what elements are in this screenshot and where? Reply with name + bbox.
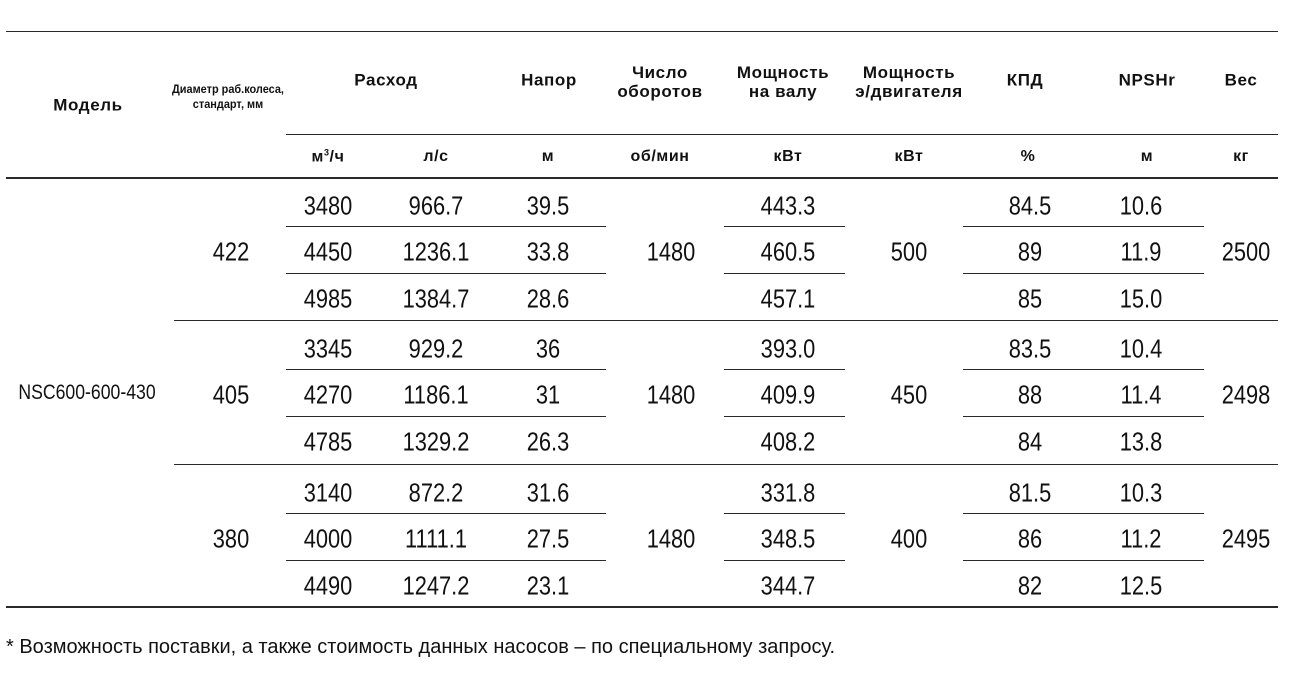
cell-ls: 1186.1	[403, 379, 469, 410]
cell-m3h: 3480	[303, 190, 353, 221]
cell-eff: 84.5	[1008, 190, 1052, 221]
unit-flow-ls: л/с	[423, 148, 449, 165]
cell-head: 23.1	[526, 570, 570, 601]
cell-m3h: 4000	[303, 523, 353, 554]
header-speed-line2: оборотов	[617, 82, 703, 101]
table-top-rule	[6, 31, 1278, 32]
header-diameter	[172, 83, 284, 113]
row-divider	[724, 226, 845, 227]
cell-ls: 966.7	[408, 190, 464, 221]
group-divider	[174, 464, 1278, 465]
cell-npshr: 11.4	[1120, 379, 1162, 410]
unit-efficiency: %	[1020, 148, 1036, 165]
cell-npshr: 10.6	[1119, 190, 1163, 221]
unit-npshr: м	[1140, 148, 1154, 165]
row-divider	[963, 513, 1204, 514]
row-divider	[724, 369, 845, 370]
cell-npshr: 12.5	[1119, 570, 1163, 601]
header-motor-power	[855, 63, 962, 101]
header-motor-line2: э/двигателя	[855, 82, 963, 101]
header-speed-line1: Число	[632, 63, 688, 82]
header-flow: Расход	[354, 70, 418, 90]
cell-ls: 1247.2	[402, 570, 470, 601]
row-divider	[963, 416, 1204, 417]
header-weight: Вес	[1224, 70, 1258, 90]
unit-motor-power: кВт	[894, 148, 924, 165]
header-shaft-line1: Мощность	[736, 63, 830, 82]
cell-shaft: 344.7	[760, 570, 816, 601]
unit-shaft-power: кВт	[773, 148, 803, 165]
weight-cell: 2498	[1221, 379, 1271, 410]
header-npshr: NPSHr	[1118, 70, 1176, 90]
cell-ls: 929.2	[408, 333, 464, 364]
row-divider	[963, 273, 1204, 274]
cell-npshr: 10.4	[1119, 333, 1163, 364]
motor-power-cell: 450	[890, 379, 928, 410]
cell-m3h: 4490	[303, 570, 353, 601]
cell-npshr: 11.9	[1120, 236, 1162, 267]
cell-shaft: 408.2	[760, 426, 816, 457]
cell-head: 28.6	[526, 283, 570, 314]
cell-npshr: 15.0	[1119, 283, 1163, 314]
cell-shaft: 331.8	[760, 477, 816, 508]
cell-shaft: 393.0	[760, 333, 816, 364]
cell-ls: 1111.1	[405, 523, 467, 554]
unit-flow-m3h-base: м	[311, 148, 324, 166]
cell-head: 33.8	[526, 236, 570, 267]
unit-flow-m3h-tail: /ч	[329, 148, 345, 166]
row-divider	[724, 560, 845, 561]
cell-npshr: 11.2	[1120, 523, 1162, 554]
header-efficiency: КПД	[1006, 70, 1044, 90]
row-divider	[286, 369, 606, 370]
cell-shaft: 457.1	[760, 283, 816, 314]
row-divider	[724, 416, 845, 417]
cell-eff: 89	[1017, 236, 1043, 267]
speed-cell: 1480	[646, 379, 696, 410]
cell-head: 31	[535, 379, 561, 410]
row-divider	[963, 369, 1204, 370]
cell-ls: 872.2	[408, 477, 464, 508]
row-divider	[286, 416, 606, 417]
speed-cell: 1480	[646, 236, 696, 267]
row-divider	[286, 560, 606, 561]
cell-eff: 88	[1017, 379, 1043, 410]
cell-m3h: 3140	[303, 477, 353, 508]
cell-npshr: 10.3	[1119, 477, 1163, 508]
header-shaft-line2: на валу	[748, 82, 818, 101]
diameter-cell: 405	[212, 379, 250, 410]
cell-shaft: 348.5	[760, 523, 816, 554]
group-divider	[174, 320, 1278, 321]
cell-shaft: 460.5	[760, 236, 816, 267]
header-diameter-line2: стандарт, мм	[192, 99, 264, 111]
cell-head: 26.3	[526, 426, 570, 457]
motor-power-cell: 500	[890, 236, 928, 267]
header-units-rule	[286, 134, 1278, 135]
weight-cell: 2495	[1221, 523, 1271, 554]
row-divider	[286, 273, 606, 274]
model-name: NSC600-600-430	[18, 381, 156, 404]
footnote: * Возможность поставки, а также стоимость данных насосов – по специальному запросу.	[6, 636, 836, 658]
unit-speed: об/мин	[630, 148, 690, 165]
diameter-cell: 422	[212, 236, 250, 267]
header-diameter-line1: Диаметр раб.колеса,	[172, 84, 284, 96]
cell-eff: 82	[1017, 570, 1043, 601]
cell-m3h: 3345	[303, 333, 353, 364]
cell-m3h: 4985	[303, 283, 353, 314]
unit-flow-m3h	[312, 147, 345, 166]
cell-eff: 81.5	[1008, 477, 1052, 508]
header-shaft-power	[737, 63, 829, 101]
cell-head: 31.6	[526, 477, 570, 508]
cell-m3h: 4785	[303, 426, 353, 457]
cell-head: 27.5	[526, 523, 570, 554]
cell-m3h: 4450	[303, 236, 353, 267]
header-speed	[617, 63, 702, 101]
unit-weight: кг	[1233, 148, 1249, 165]
cell-eff: 83.5	[1008, 333, 1052, 364]
cell-eff: 86	[1017, 523, 1043, 554]
cell-ls: 1329.2	[402, 426, 470, 457]
row-divider	[724, 273, 845, 274]
unit-flow-m3h-sup: 3	[323, 147, 330, 158]
row-divider	[963, 560, 1204, 561]
table-bottom-rule	[6, 606, 1278, 608]
cell-shaft: 443.3	[760, 190, 816, 221]
diameter-cell: 380	[212, 523, 250, 554]
cell-eff: 85	[1017, 283, 1043, 314]
cell-m3h: 4270	[303, 379, 353, 410]
cell-ls: 1236.1	[402, 236, 470, 267]
cell-shaft: 409.9	[760, 379, 816, 410]
header-model: Модель	[53, 95, 123, 115]
cell-ls: 1384.7	[402, 283, 470, 314]
row-divider	[963, 226, 1204, 227]
unit-head: м	[541, 148, 555, 165]
motor-power-cell: 400	[890, 523, 928, 554]
cell-head: 39.5	[526, 190, 570, 221]
header-head: Напор	[521, 70, 577, 90]
header-motor-line1: Мощность	[862, 63, 956, 82]
weight-cell: 2500	[1221, 236, 1271, 267]
speed-cell: 1480	[646, 523, 696, 554]
header-bottom-rule	[6, 177, 1278, 179]
row-divider	[286, 513, 606, 514]
cell-head: 36	[535, 333, 561, 364]
row-divider	[724, 513, 845, 514]
cell-eff: 84	[1017, 426, 1043, 457]
cell-npshr: 13.8	[1119, 426, 1163, 457]
row-divider	[286, 226, 606, 227]
